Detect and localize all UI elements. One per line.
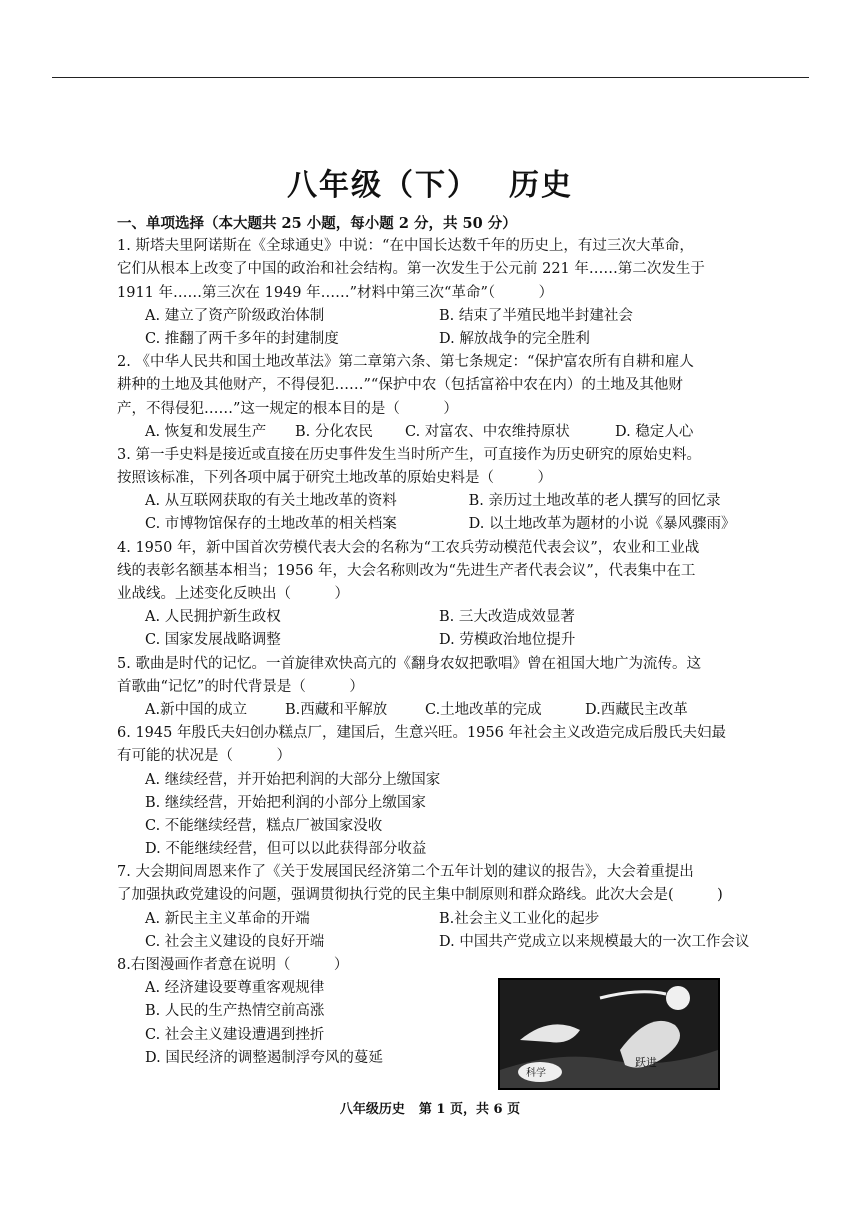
option-c[interactable]: C. 推翻了两千多年的封建制度 bbox=[145, 330, 339, 347]
page-footer bbox=[0, 1098, 860, 1117]
question-text-line: 产，不得侵犯……”这一规定的根本目的是（ ） bbox=[117, 400, 458, 417]
option-a[interactable]: A. 继续经营，并开始把利润的大部分上缴国家 bbox=[145, 771, 441, 788]
option-row bbox=[117, 421, 757, 444]
option-b[interactable]: B.西藏和平解放 bbox=[285, 701, 388, 718]
cartoon-label: 科学 bbox=[526, 1068, 546, 1079]
question-text-line: 1. 斯塔夫里阿诺斯在《全球通史》中说：“在中国长达数千年的历史上，有过三次大革命， bbox=[117, 238, 694, 255]
header-rule bbox=[52, 77, 809, 78]
option-a[interactable]: A. 新民主主义革命的开端 bbox=[145, 910, 310, 927]
option-a[interactable]: A. 经济建设要尊重客观规律 bbox=[145, 980, 325, 997]
option-row bbox=[117, 931, 757, 954]
question-text-line: 线的表彰名额基本相当；1956 年，大会名称则改为“先进生产者代表会议”，代表集中在工 bbox=[117, 562, 696, 579]
question-text-line: 8.右图漫画作者意在说明（ ） bbox=[117, 957, 349, 973]
question-text-line: 6. 1945 年殷氏夫妇创办糕点厂，建国后，生意兴旺。1956 年社会主义改造完成后殷氏夫妇最 bbox=[117, 725, 726, 742]
question-text-line: 有可能的状况是（ ） bbox=[117, 748, 291, 765]
title-subject: 历史 bbox=[509, 168, 573, 203]
option-row bbox=[117, 513, 757, 536]
option-c[interactable]: C. 市博物馆保存的土地改革的相关档案 bbox=[145, 516, 397, 533]
option-b[interactable]: B.社会主义工业化的起步 bbox=[439, 910, 600, 927]
option-a[interactable]: A. 恢复和发展生产 bbox=[145, 423, 267, 440]
option-b[interactable]: B. 三大改造成效显著 bbox=[439, 609, 575, 626]
option-d[interactable]: D. 解放战争的完全胜利 bbox=[439, 330, 590, 347]
question-text-line: 2. 《中华人民共和国土地改革法》第二章第六条、第七条规定：“保护富农所有自耕和雇人 bbox=[117, 354, 694, 371]
footer-subject: 八年级历史 bbox=[339, 1102, 405, 1117]
option-b[interactable]: B. 分化农民 bbox=[295, 423, 373, 440]
question-2 bbox=[117, 351, 757, 444]
option-row bbox=[117, 305, 757, 328]
title-grade: 八年级（下） bbox=[287, 168, 479, 203]
question-1 bbox=[117, 235, 757, 351]
question-3 bbox=[117, 444, 757, 537]
question-text-line: 耕种的土地及其他财产，不得侵犯……”“保护中农（包括富裕中农在内）的土地及其他财 bbox=[117, 377, 683, 394]
option-c[interactable]: C. 社会主义建设的良好开端 bbox=[145, 933, 325, 950]
option-row bbox=[117, 328, 757, 351]
option-c[interactable]: C. 对富农、中农维持原状 bbox=[405, 423, 570, 440]
cartoon-image bbox=[498, 978, 720, 1090]
question-text-line: 业战线。上述变化反映出（ ） bbox=[117, 586, 349, 602]
option-b[interactable]: B. 人民的生产热情空前高涨 bbox=[145, 1003, 325, 1020]
question-text-line: 首歌曲“记忆”的时代背景是（ ） bbox=[117, 678, 364, 695]
option-a[interactable]: A. 人民拥护新生政权 bbox=[145, 609, 281, 626]
option-row bbox=[117, 629, 757, 652]
option-a[interactable]: A. 从互联网获取的有关土地改革的资料 bbox=[145, 493, 397, 510]
option-a[interactable]: A.新中国的成立 bbox=[145, 701, 248, 718]
question-text-line: 7. 大会期间周恩来作了《关于发展国民经济第二个五年计划的建议的报告》，大会着重提出 bbox=[117, 864, 694, 881]
page-title bbox=[0, 160, 860, 204]
question-6 bbox=[117, 722, 757, 861]
option-b[interactable]: B. 结束了半殖民地半封建社会 bbox=[439, 307, 633, 324]
question-text-line: 1911 年……第三次在 1949 年……”材料中第三次“革命”（ ） bbox=[117, 284, 554, 301]
option-d[interactable]: D. 劳模政治地位提升 bbox=[439, 632, 576, 649]
option-c[interactable]: C.土地改革的完成 bbox=[425, 701, 542, 718]
section-heading: 一、单项选择（本大题共 25 小题，每小题 2 分，共 50 分） bbox=[117, 215, 517, 232]
option-d[interactable]: D. 稳定人心 bbox=[615, 423, 694, 440]
option-d[interactable]: D. 以土地改革为题材的小说《暴风骤雨》 bbox=[468, 516, 736, 533]
question-text-line: 4. 1950 年，新中国首次劳模代表大会的名称为“工农兵劳动模范代表会议”，农业和工业战 bbox=[117, 539, 700, 556]
option-d[interactable]: D.西藏民主改革 bbox=[585, 701, 688, 718]
cartoon-label: 跃进 bbox=[635, 1056, 657, 1069]
option-row bbox=[117, 606, 757, 629]
option-row bbox=[117, 908, 757, 931]
option-b[interactable]: B. 继续经营，开始把利润的小部分上缴国家 bbox=[145, 794, 426, 811]
question-4 bbox=[117, 537, 757, 653]
option-c[interactable]: C. 社会主义建设遭遇到挫折 bbox=[145, 1026, 325, 1043]
balloon-icon bbox=[666, 986, 690, 1010]
option-a[interactable]: A. 建立了资产阶级政治体制 bbox=[145, 307, 325, 324]
question-text-line: 按照该标准，下列各项中属于研究土地改革的原始史料是（ ） bbox=[117, 470, 552, 487]
option-d[interactable]: D. 中国共产党成立以来规模最大的一次工作会议 bbox=[439, 933, 750, 950]
option-d[interactable]: D. 不能继续经营，但可以以此获得部分收益 bbox=[145, 841, 427, 858]
question-text-line: 它们从根本上改变了中国的政治和社会结构。第一次发生于公元前 221 年……第二次发生于 bbox=[117, 261, 705, 278]
option-d[interactable]: D. 国民经济的调整遏制浮夸风的蔓延 bbox=[145, 1049, 383, 1066]
cartoon-drawing bbox=[500, 980, 718, 1088]
option-c[interactable]: C. 国家发展战略调整 bbox=[145, 632, 281, 649]
option-c[interactable]: C. 不能继续经营，糕点厂被国家没收 bbox=[145, 817, 383, 834]
footer-page-number: 第 1 页，共 6 页 bbox=[418, 1102, 521, 1117]
exam-content bbox=[117, 212, 757, 1070]
question-7 bbox=[117, 861, 757, 954]
option-row bbox=[117, 699, 757, 722]
question-text-line: 5. 歌曲是时代的记忆。一首旋律欢快高亢的《翻身农奴把歌唱》曾在祖国大地广为流传。这 bbox=[117, 655, 701, 672]
question-5 bbox=[117, 653, 757, 723]
option-row bbox=[117, 490, 757, 513]
question-text-line: 了加强执政党建设的问题，强调贯彻执行党的民主集中制原则和群众路线。此次大会是( ) bbox=[117, 887, 723, 904]
option-b[interactable]: B. 亲历过土地改革的老人撰写的回忆录 bbox=[468, 493, 721, 510]
question-text-line: 3. 第一手史料是接近或直接在历史事件发生当时所产生，可直接作为历史研究的原始史料。 bbox=[117, 446, 701, 463]
